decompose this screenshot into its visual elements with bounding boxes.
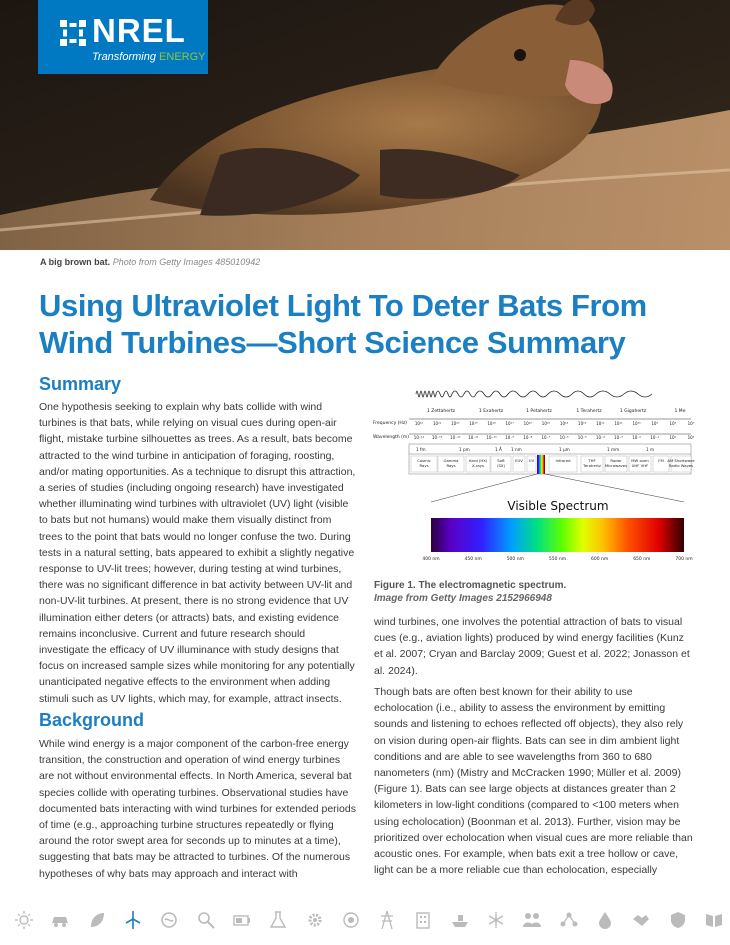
freq-tick-label: 10²¹ xyxy=(432,421,442,426)
freq-tick-label: 10¹⁰ xyxy=(632,421,641,426)
logo-wordmark: NREL xyxy=(92,12,186,49)
nrel-mark-icon xyxy=(60,20,86,46)
freq-tick-label: 10¹³ xyxy=(578,421,587,426)
nrel-logo[interactable] xyxy=(38,0,208,74)
geothermal-icon xyxy=(341,910,361,930)
photo-caption xyxy=(40,257,260,267)
freq-unit-label: 1 Zettahertz xyxy=(426,409,456,414)
band-label: EUV xyxy=(515,458,523,463)
handshake-icon xyxy=(631,910,651,930)
wave-tick-label: 10⁻⁶ xyxy=(559,435,569,440)
freq-tick-label: 10¹⁵ xyxy=(541,421,551,426)
length-unit-label: 1 mm xyxy=(607,447,620,452)
freq-tick-label: 10²⁰ xyxy=(451,421,460,426)
visible-tick-label: 500 nm xyxy=(506,557,524,562)
band-label: Cosmic Rays xyxy=(417,458,431,468)
right-paragraph-1: wind turbines, one involves the potential attraction of bats to visual cues (e.g., aviation lights) produced by wind energy facilities (Kunz et al. 2007; Cryan and Barclay 2009; Guest et al. 2022; Jonasson et al. 2024). xyxy=(374,616,690,677)
wave-tick-label: 10⁻⁷ xyxy=(541,435,551,440)
photo-caption-lead: A big brown bat. xyxy=(40,257,111,267)
wave-tick-label: 10⁻⁸ xyxy=(523,435,533,440)
wave-tick-label: 10⁰ xyxy=(669,435,677,440)
background-heading: Background xyxy=(39,710,145,730)
length-unit-label: 1 Å xyxy=(495,447,502,452)
water-drop-icon xyxy=(595,910,615,930)
transmission-tower-icon xyxy=(377,910,397,930)
freq-tick-label: 10²² xyxy=(414,421,424,426)
band-label: Hard (HX) X-rays xyxy=(468,458,488,468)
wave-tick-label: 10⁻⁵ xyxy=(577,435,587,440)
wind-turbine-icon xyxy=(123,910,143,930)
logo-tagline: Transforming ENERGY xyxy=(92,51,206,63)
wave-tick-label: 10⁻¹⁰ xyxy=(486,435,497,440)
visible-spectrum-title: Visible Spectrum xyxy=(507,499,609,513)
band-label: Gamma Rays xyxy=(443,458,459,468)
visible-tick-label: 650 nm xyxy=(633,557,651,562)
length-unit-label: 1 fm xyxy=(416,447,426,452)
page-title: Using Ultraviolet Light To Deter Bats From Wind Turbines—Short Science Summary xyxy=(39,288,647,360)
visible-tick-label: 450 nm xyxy=(464,557,482,562)
freq-tick-label: 10⁷ xyxy=(687,421,695,426)
length-unit-label: 1 μm xyxy=(559,447,570,452)
freq-unit-label: 1 Petahertz xyxy=(526,409,552,414)
figure-caption-credit: Image from Getty Images 2152966948 xyxy=(374,593,552,604)
freq-tick-label: 10⁸ xyxy=(669,421,677,426)
battery-icon xyxy=(232,910,252,930)
leaf-icon xyxy=(87,910,107,930)
wave-tick-label: 10⁻¹² xyxy=(450,435,461,440)
visible-tick-label: 400 nm xyxy=(422,557,440,562)
wave-tick-label: 10⁻¹³ xyxy=(431,435,443,440)
freq-tick-label: 10⁹ xyxy=(651,421,659,426)
network-icon xyxy=(559,910,579,930)
freq-tick-label: 10¹⁸ xyxy=(487,421,496,426)
freq-tick-label: 10¹⁴ xyxy=(559,421,569,426)
wave-tick-label: 10¹ xyxy=(687,435,695,440)
ship-icon xyxy=(450,910,470,930)
wave-tick-label: 10⁻³ xyxy=(614,435,623,440)
summary-paragraph: One hypothesis seeking to explain why bats collide with wind turbines is that bats, while relying on visual cues during open-air flight, mistake turbine silhouettes as trees. As a result, bats become attracted to the wind turbine in anticipation of foraging, roosting, and/or mating opportunities. As a technique to disrupt this attraction, a series of studies (including ongoing research) have investigated whether illuminating wind turbines with ultraviolet (UV) light (visible to bats but not humans) would make them visually distinct from trees to the point that bats would no longer confuse the two. During tests in a natural setting, bats appeared to exhibit a slightly negative response to UV-lit trees; however, during testing at wind turbines, there was no significant difference in bat activity between UV-lit and non-UV-lit turbines. At present, there is no strong evidence that UV illumination either deters (or attracts) bats, and existing evidence remains inconclusive. Current and future research should investigate the efficacy of UV illuminance with study designs that focus on increased sample sizes while monitoring for any potentially unanticipated negative effects to the environment when adding stimuli such as UV lights, which may, for example, attract insects. xyxy=(39,401,356,705)
hydro-icon xyxy=(159,910,179,930)
band-label: Infrared xyxy=(555,458,571,463)
hero-photo xyxy=(0,0,730,250)
freq-unit-label: 1 Gigahertz xyxy=(619,409,647,414)
length-unit-label: 1 nm xyxy=(511,447,522,452)
magnifier-icon xyxy=(196,910,216,930)
sun-icon xyxy=(14,910,34,930)
building-icon xyxy=(413,910,433,930)
band-label: Soft (SX) xyxy=(497,458,505,468)
figure-caption-title: Figure 1. The electromagnetic spectrum. xyxy=(374,580,567,591)
book-icon xyxy=(704,910,724,930)
freq-unit-label: 1 Exahertz xyxy=(478,409,504,414)
visible-tick-label: 600 nm xyxy=(591,557,609,562)
wave-tick-label: 10⁻⁹ xyxy=(505,435,515,440)
wave-tick-label: 10⁻¹⁴ xyxy=(413,435,425,440)
wave-row-label: Wavelength (m) xyxy=(373,435,410,440)
freq-tick-label: 10¹⁹ xyxy=(469,421,478,426)
freq-tick-label: 10¹⁷ xyxy=(505,421,514,426)
flask-icon xyxy=(268,910,288,930)
snowflake-icon xyxy=(486,910,506,930)
freq-row-label: Frequency (Hz) xyxy=(373,421,407,426)
wave-tick-label: 10⁻¹ xyxy=(650,435,660,440)
visible-tick-label: 700 nm xyxy=(675,557,693,562)
band-label: AM Shortwave Radio Waves xyxy=(667,458,695,468)
visible-tick-label: 550 nm xyxy=(548,557,567,562)
band-label: FM xyxy=(658,458,664,463)
right-paragraph-2: Though bats are often best known for their ability to use echolocation (i.e., ability to assess the environment by emitting sounds and listening to echoes reflected off objects), they also rely on vision during open-air flights. Bats can see in dim ambient light conditions and are able to see wavelengths from 360 to 680 nanometers (nm) (Mistry and McCracken 1990; Müller et al. 2009) (Figure 1). Bats can see large objects at distances greater than 2 kilometers in low-light conditions (compared to <100 meters when using echolocation) (Boonman et al. 2013). Further, vision may be prioritized over echolocation when visual cues are more reliable than acoustic ones. For example, when bats exit a tree hollow or cave, light can be a more reliable cue than echolocation, especially xyxy=(374,686,693,877)
summary-heading: Summary xyxy=(39,374,122,394)
car-icon xyxy=(50,910,70,930)
freq-unit-label: 1 Me xyxy=(674,409,686,414)
freq-tick-label: 10¹¹ xyxy=(614,421,623,426)
em-spectrum-figure xyxy=(371,388,695,568)
length-unit-label: 1 pm xyxy=(459,447,470,452)
wave-tick-label: 10⁻⁴ xyxy=(595,435,605,440)
photo-caption-credit: Photo from Getty Images 485010942 xyxy=(112,257,261,267)
freq-unit-label: 1 Terahertz xyxy=(576,409,602,414)
figure-caption xyxy=(374,579,566,605)
wave-tick-label: 10⁻² xyxy=(632,435,642,440)
band-label: Radar Microwaves xyxy=(604,458,628,468)
freq-tick-label: 10¹² xyxy=(596,421,605,426)
freq-tick-label: 10¹⁶ xyxy=(523,421,532,426)
wave-tick-label: 10⁻¹¹ xyxy=(468,435,479,440)
band-label: UV xyxy=(528,458,535,463)
people-icon xyxy=(522,910,542,930)
em-spectrum-diagram xyxy=(371,388,695,568)
band-label: THF Terahertz xyxy=(583,458,601,468)
band-label: MW oven UHF VHF xyxy=(631,458,649,468)
gear-icon xyxy=(305,910,325,930)
shield-icon xyxy=(668,910,688,930)
background-paragraph: While wind energy is a major component of the carbon-free energy transition, the construction and operation of wind energy turbines are not without environmental effects. In North America, several bat species collide with operating turbines. Observational studies have documented bats interacting with wind turbines for extended periods of time (e.g., approaching turbine structures repeatedly or flying around the rotor swept area for seconds up to minutes at a time), suggesting that bats may be attracted to turbines. Of the numerous hypotheses of why bats may approach and interact with xyxy=(39,738,356,880)
length-unit-label: 1 m xyxy=(646,447,655,452)
footer-icon-strip xyxy=(0,902,730,938)
